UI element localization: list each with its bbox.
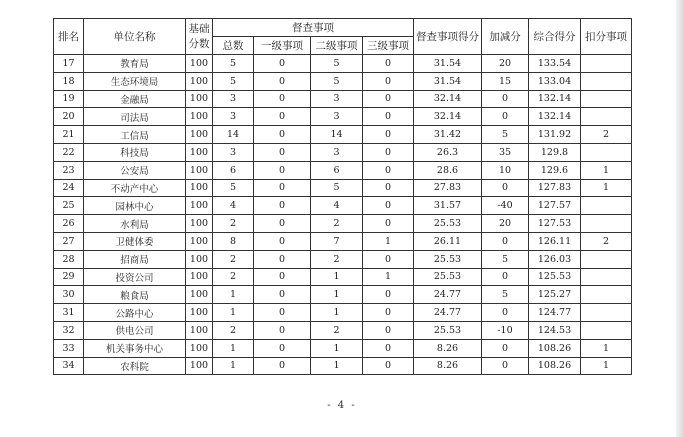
table-row bbox=[54, 72, 632, 90]
unit-name-cell: 工信局 bbox=[84, 126, 186, 144]
deduction-cell bbox=[581, 268, 632, 286]
table-row bbox=[54, 143, 632, 161]
total-cell: 6 bbox=[213, 161, 254, 179]
total-cell: 5 bbox=[213, 179, 254, 197]
rank-cell: 23 bbox=[54, 161, 84, 179]
table-row bbox=[54, 179, 632, 197]
base-score-cell: 100 bbox=[186, 108, 213, 126]
table-row bbox=[54, 90, 632, 108]
level3-cell: 0 bbox=[363, 250, 414, 268]
unit-name-cell: 供电公司 bbox=[84, 321, 186, 339]
level3-cell: 1 bbox=[363, 232, 414, 250]
deduction-cell bbox=[581, 286, 632, 304]
composite-score-cell: 124.53 bbox=[529, 321, 581, 339]
adjustment-cell: 0 bbox=[482, 108, 529, 126]
level1-cell: 0 bbox=[254, 179, 311, 197]
rank-cell: 25 bbox=[54, 197, 84, 215]
rank-cell: 33 bbox=[54, 339, 84, 357]
unit-name-cell: 司法局 bbox=[84, 108, 186, 126]
unit-name-cell: 招商局 bbox=[84, 250, 186, 268]
deduction-cell: 2 bbox=[581, 126, 632, 144]
supervision-score-cell: 8.26 bbox=[414, 357, 482, 375]
level1-cell: 0 bbox=[254, 232, 311, 250]
header-supervision-score: 督查事项得分 bbox=[414, 19, 482, 55]
base-score-cell: 100 bbox=[186, 215, 213, 233]
supervision-score-cell: 26.11 bbox=[414, 232, 482, 250]
total-cell: 2 bbox=[213, 250, 254, 268]
base-score-cell: 100 bbox=[186, 321, 213, 339]
composite-score-cell: 108.26 bbox=[529, 339, 581, 357]
adjustment-cell: 35 bbox=[482, 143, 529, 161]
level3-cell: 0 bbox=[363, 72, 414, 90]
table-row bbox=[54, 232, 632, 250]
supervision-score-cell: 25.53 bbox=[414, 250, 482, 268]
level1-cell: 0 bbox=[254, 161, 311, 179]
header-level2: 二级事项 bbox=[311, 37, 363, 55]
level3-cell: 0 bbox=[363, 286, 414, 304]
composite-score-cell: 127.53 bbox=[529, 215, 581, 233]
composite-score-cell: 126.03 bbox=[529, 250, 581, 268]
table-row bbox=[54, 286, 632, 304]
header-total: 总数 bbox=[213, 37, 254, 55]
rank-cell: 34 bbox=[54, 357, 84, 375]
composite-score-cell: 133.04 bbox=[529, 72, 581, 90]
header-level1: 一级事项 bbox=[254, 37, 311, 55]
base-score-cell: 100 bbox=[186, 286, 213, 304]
composite-score-cell: 125.27 bbox=[529, 286, 581, 304]
deduction-cell bbox=[581, 321, 632, 339]
adjustment-cell: 5 bbox=[482, 250, 529, 268]
level3-cell: 0 bbox=[363, 108, 414, 126]
level2-cell: 1 bbox=[311, 357, 363, 375]
header-level3: 三级事项 bbox=[363, 37, 414, 55]
table-row bbox=[54, 108, 632, 126]
header-adjustment: 加减分 bbox=[482, 19, 529, 55]
deduction-cell bbox=[581, 143, 632, 161]
table-row bbox=[54, 357, 632, 375]
supervision-score-cell: 31.54 bbox=[414, 55, 482, 73]
deduction-cell bbox=[581, 108, 632, 126]
rank-cell: 18 bbox=[54, 72, 84, 90]
unit-name-cell: 园林中心 bbox=[84, 197, 186, 215]
rank-cell: 28 bbox=[54, 250, 84, 268]
deduction-cell bbox=[581, 197, 632, 215]
level1-cell: 0 bbox=[254, 304, 311, 322]
table-body bbox=[54, 55, 632, 375]
base-score-cell: 100 bbox=[186, 268, 213, 286]
adjustment-cell: 0 bbox=[482, 90, 529, 108]
base-score-cell: 100 bbox=[186, 197, 213, 215]
level2-cell: 5 bbox=[311, 55, 363, 73]
rank-cell: 29 bbox=[54, 268, 84, 286]
adjustment-cell: 5 bbox=[482, 126, 529, 144]
level3-cell: 0 bbox=[363, 304, 414, 322]
level2-cell: 1 bbox=[311, 339, 363, 357]
unit-name-cell: 金融局 bbox=[84, 90, 186, 108]
level2-cell: 2 bbox=[311, 321, 363, 339]
level2-cell: 2 bbox=[311, 215, 363, 233]
table-row bbox=[54, 55, 632, 73]
level2-cell: 7 bbox=[311, 232, 363, 250]
supervision-score-cell: 31.57 bbox=[414, 197, 482, 215]
level3-cell: 0 bbox=[363, 143, 414, 161]
header-composite-score: 综合得分 bbox=[529, 19, 581, 55]
total-cell: 8 bbox=[213, 232, 254, 250]
deduction-cell bbox=[581, 250, 632, 268]
adjustment-cell: 10 bbox=[482, 161, 529, 179]
unit-name-cell: 公安局 bbox=[84, 161, 186, 179]
level2-cell: 14 bbox=[311, 126, 363, 144]
table-row bbox=[54, 197, 632, 215]
total-cell: 2 bbox=[213, 321, 254, 339]
supervision-score-cell: 8.26 bbox=[414, 339, 482, 357]
base-score-cell: 100 bbox=[186, 55, 213, 73]
deduction-cell: 1 bbox=[581, 339, 632, 357]
total-cell: 3 bbox=[213, 108, 254, 126]
adjustment-cell: 0 bbox=[482, 268, 529, 286]
supervision-score-cell: 32.14 bbox=[414, 108, 482, 126]
level3-cell: 0 bbox=[363, 126, 414, 144]
level1-cell: 0 bbox=[254, 55, 311, 73]
total-cell: 14 bbox=[213, 126, 254, 144]
header-rank: 排名 bbox=[54, 19, 84, 55]
adjustment-cell: 15 bbox=[482, 72, 529, 90]
level2-cell: 1 bbox=[311, 304, 363, 322]
level3-cell: 0 bbox=[363, 357, 414, 375]
level1-cell: 0 bbox=[254, 321, 311, 339]
level3-cell: 0 bbox=[363, 215, 414, 233]
rank-cell: 31 bbox=[54, 304, 84, 322]
unit-name-cell: 机关事务中心 bbox=[84, 339, 186, 357]
level3-cell: 0 bbox=[363, 161, 414, 179]
table-row bbox=[54, 215, 632, 233]
deduction-cell bbox=[581, 90, 632, 108]
adjustment-cell: 0 bbox=[482, 179, 529, 197]
level1-cell: 0 bbox=[254, 268, 311, 286]
rank-cell: 19 bbox=[54, 90, 84, 108]
level2-cell: 6 bbox=[311, 161, 363, 179]
level3-cell: 0 bbox=[363, 321, 414, 339]
base-score-cell: 100 bbox=[186, 143, 213, 161]
level3-cell: 0 bbox=[363, 179, 414, 197]
level3-cell: 0 bbox=[363, 90, 414, 108]
page-number: - 4 - bbox=[327, 400, 357, 411]
base-score-cell: 100 bbox=[186, 304, 213, 322]
composite-score-cell: 125.53 bbox=[529, 268, 581, 286]
base-score-cell: 100 bbox=[186, 126, 213, 144]
unit-name-cell: 生态环境局 bbox=[84, 72, 186, 90]
rank-cell: 24 bbox=[54, 179, 84, 197]
supervision-score-cell: 27.83 bbox=[414, 179, 482, 197]
adjustment-cell: 5 bbox=[482, 286, 529, 304]
deduction-cell bbox=[581, 215, 632, 233]
level3-cell: 0 bbox=[363, 197, 414, 215]
supervision-score-cell: 24.77 bbox=[414, 304, 482, 322]
supervision-score-cell: 31.54 bbox=[414, 72, 482, 90]
total-cell: 1 bbox=[213, 339, 254, 357]
total-cell: 3 bbox=[213, 90, 254, 108]
level1-cell: 0 bbox=[254, 108, 311, 126]
table-row bbox=[54, 339, 632, 357]
level1-cell: 0 bbox=[254, 339, 311, 357]
base-score-cell: 100 bbox=[186, 90, 213, 108]
level1-cell: 0 bbox=[254, 143, 311, 161]
total-cell: 1 bbox=[213, 286, 254, 304]
composite-score-cell: 129.6 bbox=[529, 161, 581, 179]
deduction-cell: 1 bbox=[581, 161, 632, 179]
adjustment-cell: 0 bbox=[482, 304, 529, 322]
rank-cell: 26 bbox=[54, 215, 84, 233]
base-score-cell: 100 bbox=[186, 357, 213, 375]
level3-cell: 1 bbox=[363, 268, 414, 286]
level3-cell: 0 bbox=[363, 55, 414, 73]
table-row bbox=[54, 161, 632, 179]
total-cell: 2 bbox=[213, 215, 254, 233]
rank-cell: 17 bbox=[54, 55, 84, 73]
total-cell: 1 bbox=[213, 304, 254, 322]
level1-cell: 0 bbox=[254, 215, 311, 233]
deduction-cell bbox=[581, 72, 632, 90]
table-row bbox=[54, 321, 632, 339]
adjustment-cell: -10 bbox=[482, 321, 529, 339]
composite-score-cell: 132.14 bbox=[529, 108, 581, 126]
rank-cell: 21 bbox=[54, 126, 84, 144]
page-edge-shadow bbox=[676, 0, 684, 437]
supervision-score-cell: 32.14 bbox=[414, 90, 482, 108]
unit-name-cell: 粮食局 bbox=[84, 286, 186, 304]
base-score-cell: 100 bbox=[186, 179, 213, 197]
level2-cell: 4 bbox=[311, 197, 363, 215]
adjustment-cell: 0 bbox=[482, 357, 529, 375]
unit-name-cell: 公路中心 bbox=[84, 304, 186, 322]
supervision-score-cell: 25.53 bbox=[414, 268, 482, 286]
unit-name-cell: 投资公司 bbox=[84, 268, 186, 286]
level1-cell: 0 bbox=[254, 357, 311, 375]
adjustment-cell: 0 bbox=[482, 232, 529, 250]
total-cell: 3 bbox=[213, 143, 254, 161]
supervision-score-cell: 31.42 bbox=[414, 126, 482, 144]
rank-cell: 27 bbox=[54, 232, 84, 250]
level1-cell: 0 bbox=[254, 72, 311, 90]
level1-cell: 0 bbox=[254, 250, 311, 268]
base-score-cell: 100 bbox=[186, 161, 213, 179]
supervision-score-cell: 26.3 bbox=[414, 143, 482, 161]
table-row bbox=[54, 250, 632, 268]
header-supervision-items: 督查事项 bbox=[213, 19, 414, 37]
adjustment-cell: 20 bbox=[482, 215, 529, 233]
level2-cell: 5 bbox=[311, 72, 363, 90]
adjustment-cell: 20 bbox=[482, 55, 529, 73]
adjustment-cell: 0 bbox=[482, 339, 529, 357]
level2-cell: 1 bbox=[311, 268, 363, 286]
composite-score-cell: 127.83 bbox=[529, 179, 581, 197]
total-cell: 1 bbox=[213, 357, 254, 375]
unit-name-cell: 不动产中心 bbox=[84, 179, 186, 197]
deduction-cell: 1 bbox=[581, 357, 632, 375]
table-row bbox=[54, 126, 632, 144]
table-row bbox=[54, 304, 632, 322]
level1-cell: 0 bbox=[254, 90, 311, 108]
level1-cell: 0 bbox=[254, 197, 311, 215]
header-unit-name: 单位名称 bbox=[84, 19, 186, 55]
base-score-cell: 100 bbox=[186, 232, 213, 250]
supervision-score-cell: 25.53 bbox=[414, 321, 482, 339]
base-score-cell: 100 bbox=[186, 250, 213, 268]
rank-cell: 20 bbox=[54, 108, 84, 126]
composite-score-cell: 108.26 bbox=[529, 357, 581, 375]
unit-name-cell: 水利局 bbox=[84, 215, 186, 233]
composite-score-cell: 126.11 bbox=[529, 232, 581, 250]
unit-name-cell: 教育局 bbox=[84, 55, 186, 73]
total-cell: 2 bbox=[213, 268, 254, 286]
level3-cell: 0 bbox=[363, 339, 414, 357]
composite-score-cell: 127.57 bbox=[529, 197, 581, 215]
total-cell: 4 bbox=[213, 197, 254, 215]
deduction-cell: 2 bbox=[581, 232, 632, 250]
supervision-score-cell: 24.77 bbox=[414, 286, 482, 304]
supervision-score-cell: 25.53 bbox=[414, 215, 482, 233]
composite-score-cell: 131.92 bbox=[529, 126, 581, 144]
rank-cell: 22 bbox=[54, 143, 84, 161]
level2-cell: 2 bbox=[311, 250, 363, 268]
header-deduction-items: 扣分事项 bbox=[581, 19, 632, 55]
rank-cell: 30 bbox=[54, 286, 84, 304]
unit-name-cell: 卫健体委 bbox=[84, 232, 186, 250]
adjustment-cell: -40 bbox=[482, 197, 529, 215]
level2-cell: 3 bbox=[311, 108, 363, 126]
composite-score-cell: 132.14 bbox=[529, 90, 581, 108]
header-base-score: 基础分数 bbox=[186, 19, 213, 55]
level2-cell: 3 bbox=[311, 143, 363, 161]
ranking-table bbox=[53, 18, 632, 375]
base-score-cell: 100 bbox=[186, 339, 213, 357]
table-row bbox=[54, 268, 632, 286]
deduction-cell bbox=[581, 304, 632, 322]
composite-score-cell: 124.77 bbox=[529, 304, 581, 322]
level2-cell: 3 bbox=[311, 90, 363, 108]
level2-cell: 5 bbox=[311, 179, 363, 197]
deduction-cell: 1 bbox=[581, 179, 632, 197]
rank-cell: 32 bbox=[54, 321, 84, 339]
level1-cell: 0 bbox=[254, 286, 311, 304]
supervision-score-cell: 28.6 bbox=[414, 161, 482, 179]
unit-name-cell: 农科院 bbox=[84, 357, 186, 375]
total-cell: 5 bbox=[213, 72, 254, 90]
level2-cell: 1 bbox=[311, 286, 363, 304]
deduction-cell bbox=[581, 55, 632, 73]
base-score-cell: 100 bbox=[186, 72, 213, 90]
composite-score-cell: 129.8 bbox=[529, 143, 581, 161]
total-cell: 5 bbox=[213, 55, 254, 73]
composite-score-cell: 133.54 bbox=[529, 55, 581, 73]
level1-cell: 0 bbox=[254, 126, 311, 144]
unit-name-cell: 科技局 bbox=[84, 143, 186, 161]
